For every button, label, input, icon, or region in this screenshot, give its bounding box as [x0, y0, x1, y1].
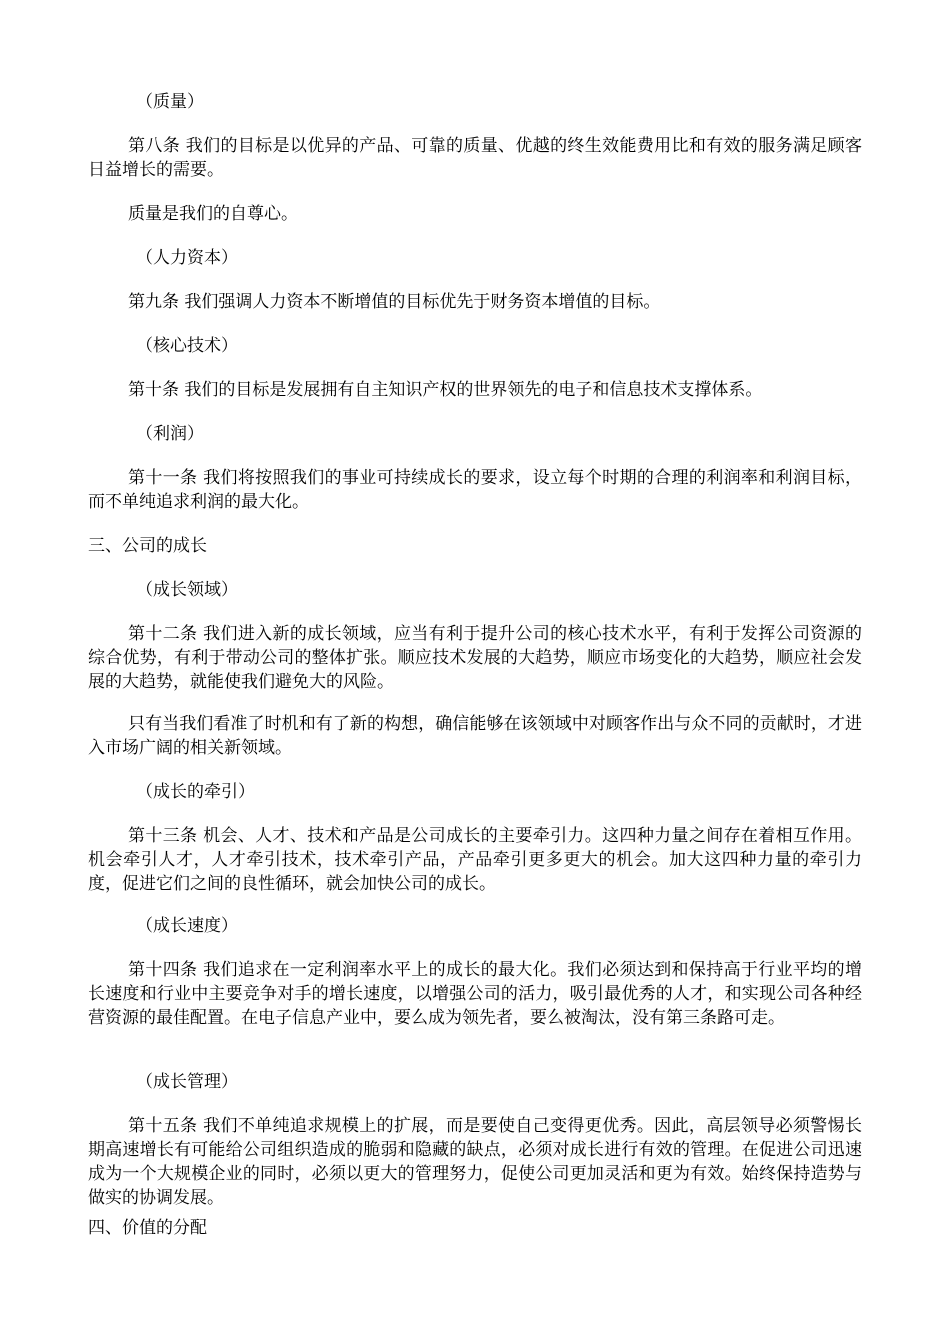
heading-growth-speed: （成长速度） [136, 916, 238, 936]
heading-quality: （质量） [136, 92, 204, 112]
heading-growth-traction: （成长的牵引） [136, 782, 255, 802]
article-14: 第十四条 我们追求在一定利润率水平上的成长的最大化。我们必须达到和保持高于行业平均的增长速度和行业中主要竞争对手的增长速度，以增强公司的活力，吸引最优秀的人才，和实现公司各种经营资源的最佳配置。在电子信息产业中，要么成为领先者，要么被淘汰，没有第三条路可走。 [88, 960, 862, 1028]
article-12-paragraph-2: 只有当我们看准了时机和有了新的构想，确信能够在该领域中对顾客作出与众不同的贡献时，才进入市场广阔的相关新领域。 [88, 714, 862, 758]
heading-core-technology: （核心技术） [136, 336, 238, 356]
heading-growth-management: （成长管理） [136, 1072, 238, 1092]
article-13: 第十三条 机会、人才、技术和产品是公司成长的主要牵引力。这四种力量之间存在着相互作用。机会牵引人才，人才牵引技术，技术牵引产品，产品牵引更多更大的机会。加大这四种力量的牵引力度，促进它们之间的良性循环，就会加快公司的成长。 [88, 826, 862, 894]
article-12: 第十二条 我们进入新的成长领域，应当有利于提升公司的核心技术水平，有利于发挥公司资源的综合优势，有利于带动公司的整体扩张。顺应技术发展的大趋势，顺应市场变化的大趋势，顺应社会发展的大趋势，就能使我们避免大的风险。 [88, 624, 862, 692]
quality-pride-paragraph: 质量是我们的自尊心。 [128, 204, 298, 224]
article-11: 第十一条 我们将按照我们的事业可持续成长的要求，设立每个时期的合理的利润率和利润目标，而不单纯追求利润的最大化。 [88, 468, 862, 512]
article-15: 第十五条 我们不单纯追求规模上的扩展，而是要使自己变得更优秀。因此，高层领导必须警惕长期高速增长有可能给公司组织造成的脆弱和隐藏的缺点，必须对成长进行有效的管理。在促进公司迅速成为一个大规模企业的同时，必须以更大的管理努力，促使公司更加灵活和更为有效。始终保持造势与做实的协调发展。 [88, 1116, 862, 1208]
article-10: 第十条 我们的目标是发展拥有自主知识产权的世界领先的电子和信息技术支撑体系。 [128, 380, 763, 400]
article-9: 第九条 我们强调人力资本不断增值的目标优先于财务资本增值的目标。 [128, 292, 661, 312]
chapter-4-heading: 四、价值的分配 [88, 1218, 207, 1238]
heading-profit: （利润） [136, 424, 204, 444]
heading-growth-field: （成长领域） [136, 580, 238, 600]
article-8: 第八条 我们的目标是以优异的产品、可靠的质量、优越的终生效能费用比和有效的服务满足顾客日益增长的需要。 [88, 136, 862, 180]
chapter-3-heading: 三、公司的成长 [88, 536, 207, 556]
heading-human-capital: （人力资本） [136, 248, 238, 268]
